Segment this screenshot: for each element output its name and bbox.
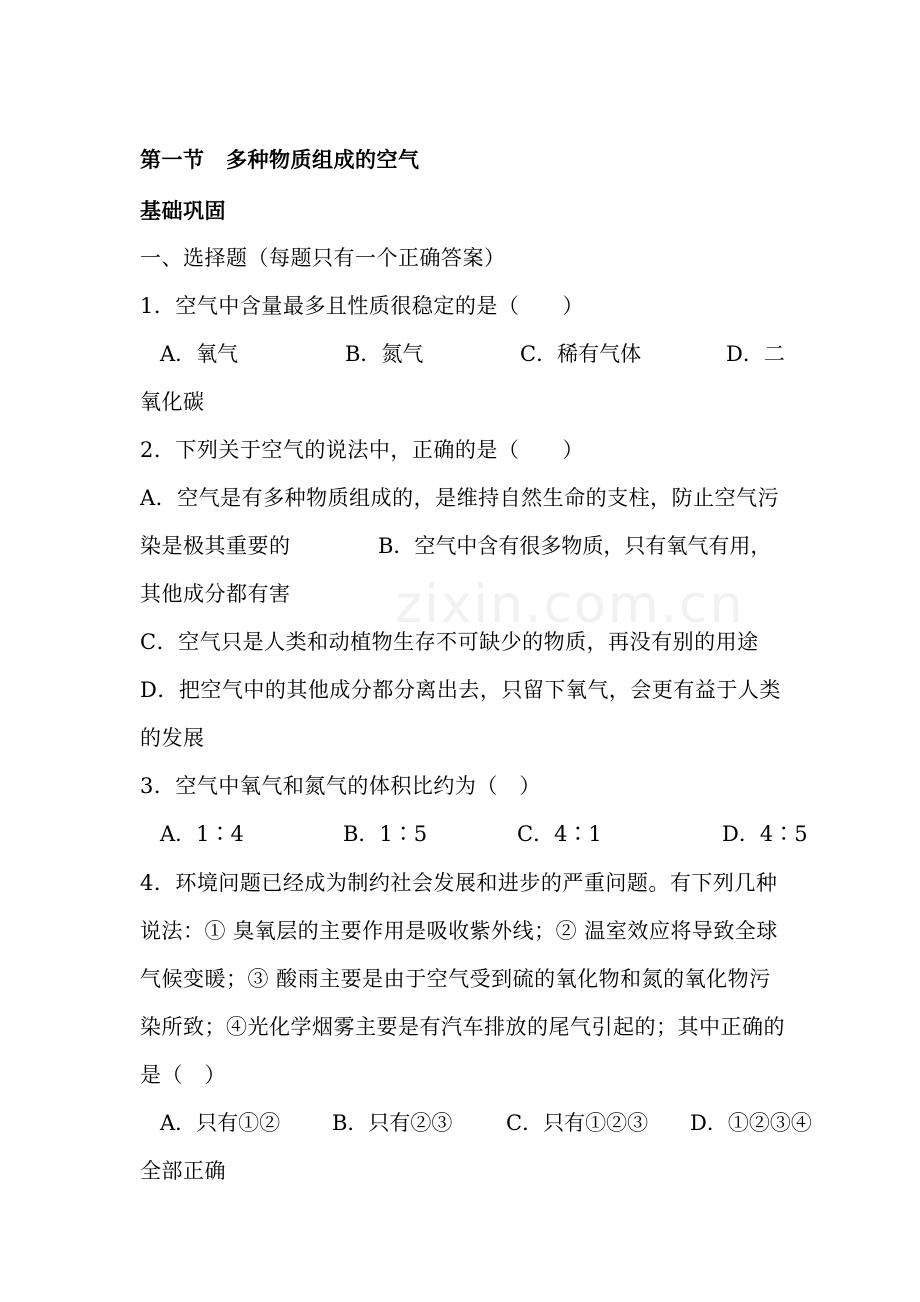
question-4-stem-line4: 染所致；④光化学烟雾主要是有汽车排放的尾气引起的；其中正确的 — [140, 1015, 785, 1039]
question-4-option-d: D．①②③④ — [690, 1111, 812, 1135]
question-2-option-b-line1: B．空气中含有很多物质，只有氧气有用， — [378, 534, 772, 558]
question-3-option-c: C．4∶1 — [517, 822, 602, 846]
question-1-option-b: B．氮气 — [345, 342, 424, 366]
question-2-option-d-line2: 的发展 — [140, 726, 205, 750]
question-4-option-c: C．只有①②③ — [506, 1111, 649, 1135]
subtitle: 基础巩固 — [140, 198, 226, 223]
question-1-option-d: D．二 — [726, 342, 785, 366]
question-3-option-b: B．1∶5 — [343, 822, 428, 846]
question-1-option-a: A．氧气 — [160, 342, 239, 366]
question-2-option-d-line1: D．把空气中的其他成分都分离出去，只留下氧气，会更有益于人类 — [140, 678, 781, 702]
question-4-stem-line5: 是（ ） — [140, 1063, 226, 1087]
question-4-stem-line3: 气候变暖；③ 酸雨主要是由于空气受到硫的氧化物和氮的氧化物污 — [140, 967, 771, 991]
question-3-stem: 3．空气中氧气和氮气的体积比约为（ ） — [140, 774, 541, 798]
question-4-stem-line1: 4．环境问题已经成为制约社会发展和进步的严重问题。有下列几种 — [140, 871, 778, 895]
question-2-option-c: C．空气只是人类和动植物生存不可缺少的物质，再没有别的用途 — [140, 630, 759, 654]
question-4-option-a: A．只有①② — [160, 1111, 281, 1135]
question-3-option-a: A．1∶4 — [160, 822, 244, 846]
question-2-option-a-line1: A．空气是有多种物质组成的，是维持自然生命的支柱，防止空气污 — [140, 486, 780, 510]
watermark: zixin.com.cn — [395, 575, 745, 635]
question-2-option-b-line2: 其他成分都有害 — [140, 582, 291, 606]
question-4-tail: 全部正确 — [140, 1159, 226, 1183]
question-3-option-d: D．4∶5 — [722, 822, 808, 846]
section-title: 第一节 多种物质组成的空气 — [140, 147, 420, 172]
question-2-stem: 2．下列关于空气的说法中，正确的是（ ） — [140, 438, 584, 462]
question-1-stem: 1．空气中含量最多且性质很稳定的是（ ） — [140, 294, 584, 318]
question-4-option-b: B．只有②③ — [332, 1111, 453, 1135]
question-2-option-a-line2: 染是极其重要的 — [140, 534, 291, 558]
question-4-stem-line2: 说法：① 臭氧层的主要作用是吸收紫外线；② 温室效应将导致全球 — [140, 919, 778, 943]
question-1-option-c: C．稀有气体 — [520, 342, 642, 366]
part-title: 一、选择题（每题只有一个正确答案） — [140, 246, 506, 270]
question-1-tail: 氧化碳 — [140, 390, 205, 414]
